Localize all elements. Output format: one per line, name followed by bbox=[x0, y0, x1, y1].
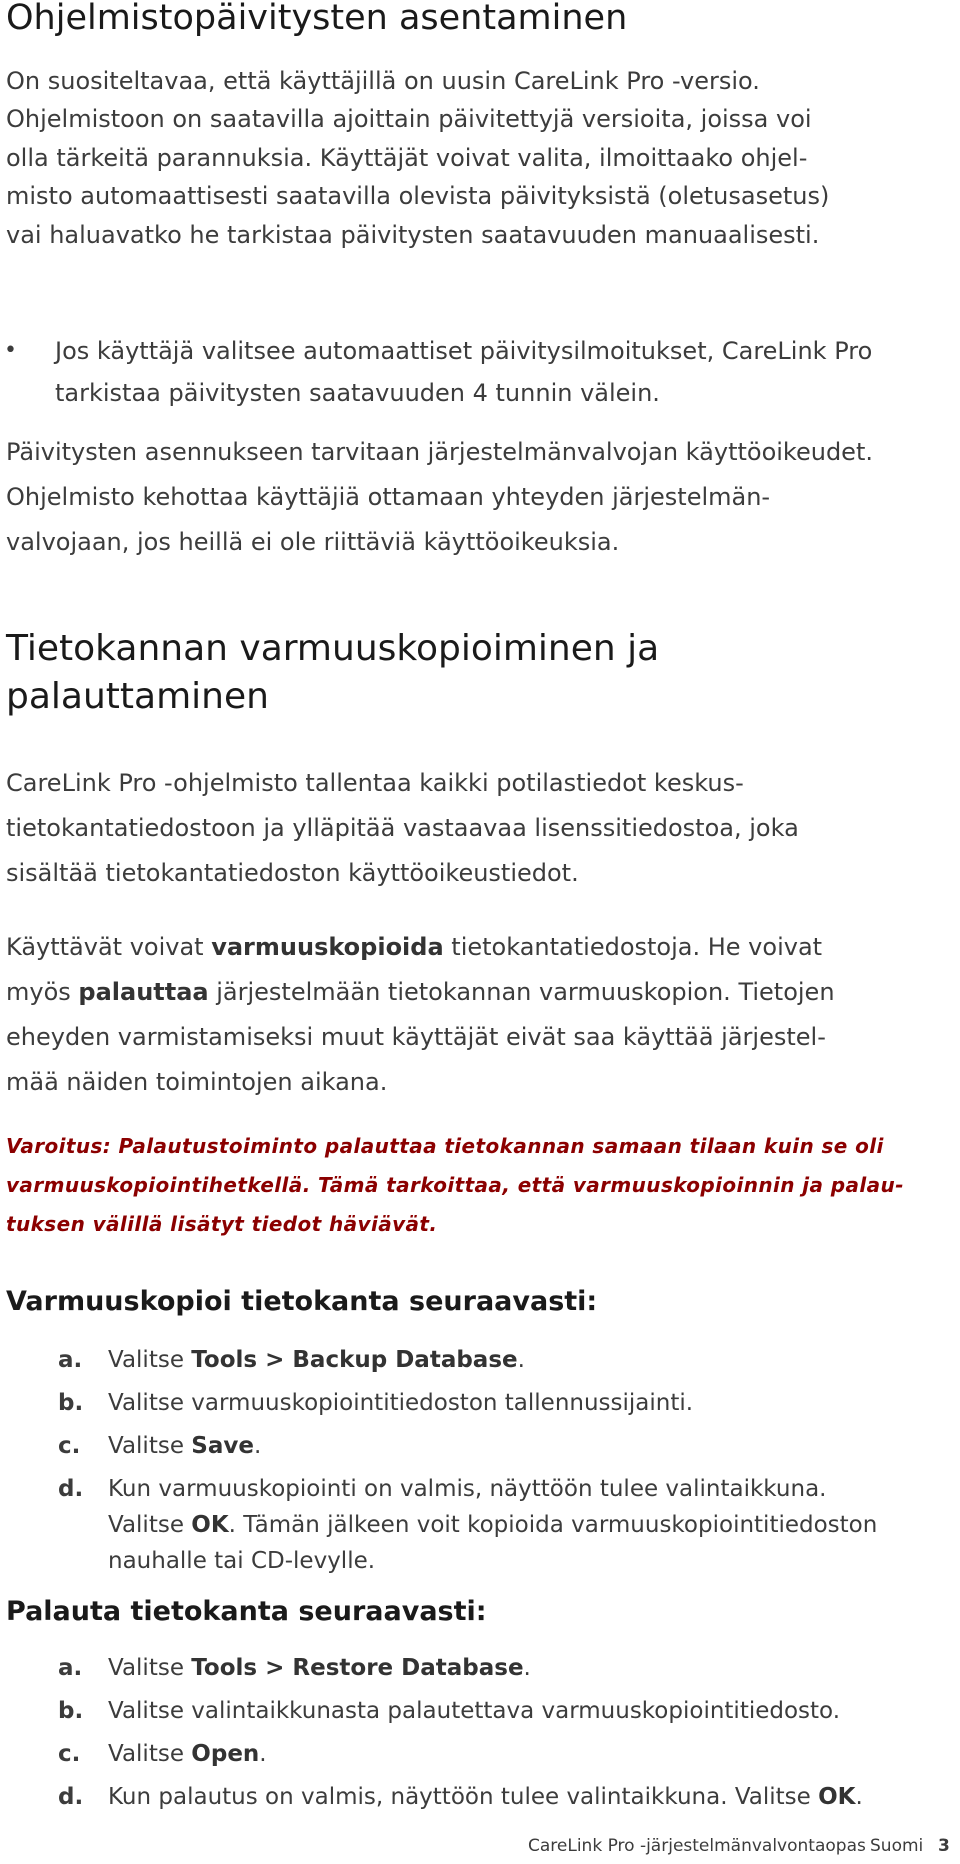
heading-restore-steps: Palauta tietokanta seuraavasti: bbox=[6, 1596, 487, 1627]
heading-backup-steps: Varmuuskopioi tietokanta seuraavasti: bbox=[6, 1286, 598, 1317]
text-line: CareLink Pro -ohjelmisto tallentaa kaikki potilastiedot keskus- bbox=[6, 769, 744, 797]
text-line: eheyden varmistamiseksi muut käyttäjät eivät saa käyttää järjestel- bbox=[6, 1023, 826, 1051]
text-line: vai haluavatko he tarkistaa päivitysten saatavuuden manuaalisesti. bbox=[6, 221, 820, 249]
footer-guide-title: CareLink Pro -järjestelmänvalvontaopas bbox=[528, 1836, 866, 1856]
warning-restore-data-loss bbox=[6, 1127, 951, 1244]
title-line: palauttaminen bbox=[6, 676, 269, 717]
text-line: tarkistaa päivitysten saatavuuden 4 tunnin välein. bbox=[55, 379, 660, 407]
text-line: myös palauttaa järjestelmään tietokannan varmuuskopion. Tietojen bbox=[6, 978, 835, 1006]
text-line: Ohjelmistoon on saatavilla ajoittain päivitettyjä versioita, joissa voi bbox=[6, 105, 812, 133]
warning-line: tuksen välillä lisätyt tiedot häviävät. bbox=[6, 1212, 438, 1236]
text-line: On suositeltavaa, että käyttäjillä on uusin CareLink Pro -versio. bbox=[6, 67, 760, 95]
text-line: Käyttävät voivat varmuuskopioida tietokantatiedostoja. He voivat bbox=[6, 933, 823, 961]
button-reference-save: Save bbox=[191, 1433, 254, 1459]
page-number: 3 bbox=[938, 1836, 950, 1856]
text-line: valvojaan, jos heillä ei ole riittäviä käyttöoikeuksia. bbox=[6, 528, 620, 556]
document-page: Ohjelmistopäivitysten asentaminen On suositeltavaa, että käyttäjillä on uusin CareLink Pro -versio. Ohjelmistoon on saatavilla ajoittain päivitettyjä versioita, joissa voi olla tärkeitä parannuksia. Käyttäjät voivat valita, ilmoittaako ohjel- misto automaattisesti saatavilla olevista päivityksistä (oletusasetus) vai haluavatko he tarkistaa päivitysten saatavuuden manuaalisesti. • Jos käyttäjä valitsee automaattiset päivitysilmoitukset, CareLink Pro tarkistaa päivitysten saatavuuden 4 tunnin välein. Päivitysten asennukseen tarvitaan järjestelmänvalvojan käyttöoikeudet. Ohjelmisto kehottaa käyttäjiä ottamaan yhteyden järjestelmän- valvojaan, jos heillä ei ole riittäviä käyttöoikeuksia. Tietokannan varmuuskopioiminen ja palauttaminen CareLink Pro -ohjelmisto tallentaa kaikki potilastiedot keskus- tietokantatiedostoon ja ylläpitää vastaavaa lisenssitiedostoa, joka sisältää tietokantatiedoston käyttöoikeustiedot. Käyttävät voivat varmuuskopioida tietokantatiedostoja. He voivat myös palauttaa järjestelmään tietokannan varmuuskopion. Tietojen eheyden varmistamiseksi muut käyttäjät eivät saa käyttää järjestel- mää näiden toimintojen aikana. Varoitus: Palautustoiminto palauttaa tietokannan samaan tilaan kuin se oli varmuuskopiointihetkellä. Tämä tarkoittaa, että varmuuskopioinnin ja palau- tuksen välillä lisätyt tiedot häviävät. Varmuuskopioi tietokanta seuraavasti: a. Valitse Tools > Backup Database. b. Valitse varmuuskopiointitiedoston tallennussijainti. c. Valitse Save. d. Kun varmuuskopiointi on valmis, näyttöön tulee valintaikkuna. Valitse OK. Tämän jälkeen voit kopioida varmuuskopiointitiedoston nauhalle tai CD-levylle. Palauta tietokanta seuraavasti: a. Valitse Tools > Restore Database. b. Valitse valintaikkunasta palautettava varmuuskopiointitiedosto. c. Valitse Open. d. Kun palautus on valmis, näyttöön tulee valintaikkuna. Valitse OK. CareLink Pro -järjestelmänvalvontaopas Suomi 3 bbox=[0, 0, 960, 1864]
text-line: Päivitysten asennukseen tarvitaan järjestelmänvalvojan käyttöoikeudet. bbox=[6, 438, 873, 466]
text-line: misto automaattisesti saatavilla olevista päivityksistä (oletusasetus) bbox=[6, 182, 830, 210]
text-line: olla tärkeitä parannuksia. Käyttäjät voivat valita, ilmoittaako ohjel- bbox=[6, 144, 808, 172]
term-backup: varmuuskopioida bbox=[211, 933, 444, 961]
footer-language: Suomi bbox=[870, 1836, 924, 1856]
bullet-icon: • bbox=[4, 338, 17, 363]
text-line: tietokantatiedostoon ja ylläpitää vastaavaa lisenssitiedostoa, joka bbox=[6, 814, 799, 842]
term-restore: palauttaa bbox=[78, 978, 209, 1006]
menu-command: Tools > Restore Database bbox=[191, 1655, 524, 1681]
warning-line: Varoitus: Palautustoiminto palauttaa tietokannan samaan tilaan kuin se oli bbox=[6, 1134, 884, 1158]
menu-command: Tools > Backup Database bbox=[191, 1347, 518, 1373]
button-reference-ok: OK bbox=[191, 1512, 229, 1538]
warning-line: varmuuskopiointihetkellä. Tämä tarkoittaa, että varmuuskopioinnin ja palau- bbox=[6, 1173, 904, 1197]
text-line: mää näiden toimintojen aikana. bbox=[6, 1068, 388, 1096]
section-title-backup-restore bbox=[6, 625, 659, 721]
button-reference-ok: OK bbox=[818, 1784, 856, 1810]
text-line: Ohjelmisto kehottaa käyttäjiä ottamaan yhteyden järjestelmän- bbox=[6, 483, 771, 511]
button-reference-open: Open bbox=[191, 1741, 260, 1767]
section-title-software-updates: Ohjelmistopäivitysten asentaminen bbox=[6, 0, 628, 38]
text-line: Jos käyttäjä valitsee automaattiset päivitysilmoitukset, CareLink Pro bbox=[55, 337, 873, 365]
title-line: Tietokannan varmuuskopioiminen ja bbox=[6, 628, 660, 669]
text-line: sisältää tietokantatiedoston käyttöoikeustiedot. bbox=[6, 859, 579, 887]
